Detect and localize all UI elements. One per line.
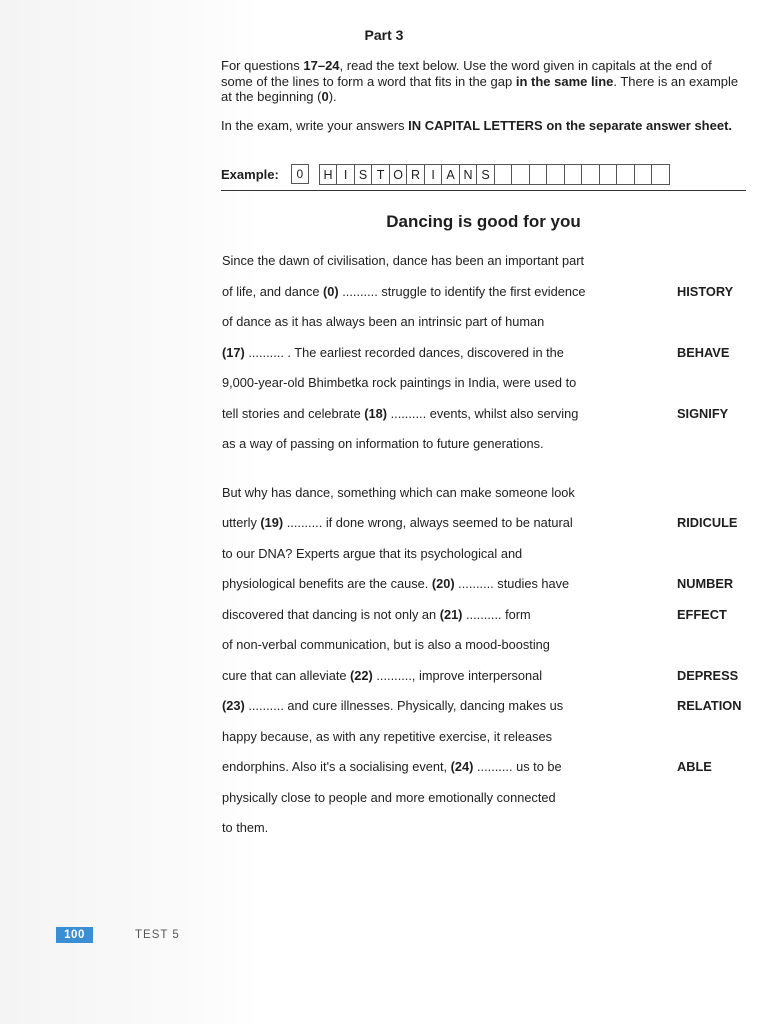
page-number-badge: 100 [56,927,93,943]
example-letter-box [599,164,618,185]
instructions [221,58,746,146]
text-line [222,668,542,683]
text-line [222,637,550,652]
example-letter-box: S [354,164,373,185]
bold-text: (22) [350,667,373,683]
bold-text: (24) [450,759,474,774]
text-line [222,375,576,390]
text-segment: Since the dawn of civilisation, dance has been an important part [222,253,585,268]
keyword: HISTORY [677,283,734,299]
example-letter-box [616,164,635,185]
bold-text: (21) [439,606,463,622]
text-segment: to our DNA? Experts argue that its psychological and [222,545,523,561]
text-segment: .......... and cure illnesses. Physically, dancing makes us [244,698,564,713]
text-line [222,436,544,451]
text-segment: happy because, as with any repetitive exercise, it releases [222,728,553,744]
example-letter-box: N [459,164,478,185]
text-segment: .......... form [462,606,531,622]
example-letter-box [546,164,565,185]
example-letter-box [529,164,548,185]
text-segment: utterly [222,515,261,530]
text-segment: .......... studies have [454,576,570,591]
text-line [222,698,563,713]
example-label: Example: [221,166,279,182]
text-line [222,576,569,591]
bold-text: (19) [260,515,284,530]
text-segment: . There is an example at the beginning ( [221,73,739,104]
keyword: ABLE [677,759,712,774]
text-line [222,253,584,268]
instructions-paragraph-2 [221,118,746,134]
footer-test-label: TEST 5 [135,929,180,941]
keyword: BEHAVE [677,344,730,360]
example-letter-box [651,164,670,185]
bold-text: (18) [364,405,388,421]
bold-text: (0) [323,283,339,299]
text-segment: physiological benefits are the cause. [222,576,432,591]
example-row [221,162,670,186]
text-line [222,820,268,835]
example-letter-box [511,164,530,185]
text-line [222,759,562,774]
bold-text: (23) [222,698,245,713]
example-letter-box: I [424,164,443,185]
text-line [222,790,556,805]
example-letter-box [564,164,583,185]
example-letter-box [494,164,513,185]
example-letter-box: O [389,164,408,185]
keyword: DEPRESS [677,667,739,683]
example-letter-box: H [319,164,338,185]
text-segment: .......... if done wrong, always seemed to be natural [283,515,573,530]
text-segment: 9,000-year-old Bhimbetka rock paintings in India, were used to [222,375,577,390]
keyword: SIGNIFY [677,405,729,421]
text-segment: as a way of passing on information to future generations. [222,436,544,451]
text-line [222,607,531,622]
bold-text: in the same line [515,73,614,89]
bold-text: 17–24 [303,58,340,73]
text-segment: physically close to people and more emotionally connected [222,789,556,805]
bold-text: IN CAPITAL LETTERS on the separate answer sheet. [408,117,733,133]
text-line [222,284,586,299]
text-segment: .......... struggle to identify the first evidence [338,283,586,299]
example-letter-box: R [406,164,425,185]
keyword: RELATION [677,698,742,713]
instructions-paragraph-1 [221,58,746,105]
text-segment: discovered that dancing is not only an [222,606,440,622]
text-line [222,515,573,530]
example-letter-box: A [441,164,460,185]
text-segment: , read the text below. Use the word given in capitals at the end of some of the lines to form a word that fits in the gap [221,58,712,89]
text-line [222,485,575,500]
example-letter-box: T [371,164,390,185]
keyword: RIDICULE [677,515,738,530]
text-segment: to them. [222,820,269,835]
text-segment: of non-verbal communication, but is also a mood-boosting [222,637,550,652]
bold-text: (20) [431,576,455,591]
keyword: EFFECT [677,606,727,622]
text-line [222,406,578,421]
text-line [222,314,544,329]
text-segment: ). [328,89,337,104]
example-letter-box [581,164,600,185]
text-segment: of dance as it has always been an intrinsic part of human [222,314,545,329]
text-segment: For questions [221,58,304,73]
text-segment: cure that can alleviate [222,667,351,683]
text-line [222,345,564,360]
example-letter-box: S [476,164,495,185]
text-segment: tell stories and celebrate [222,405,365,421]
text-segment: .......... us to be [473,759,562,774]
text-segment: .......... . The earliest recorded dances, discovered in the [244,344,564,360]
text-segment: .......... events, whilst also serving [387,405,579,421]
text-title: Dancing is good for you [386,212,581,231]
bold-text: 0 [321,89,329,104]
example-number-box: 0 [291,164,309,184]
bold-text: (17) [222,344,245,360]
text-segment: endorphins. Also it's a socialising event, [222,759,451,774]
text-line [222,546,522,561]
text-line [222,729,552,744]
text-segment: of life, and dance [222,283,324,299]
divider [221,190,746,191]
example-letter-box: I [336,164,355,185]
keyword: NUMBER [677,576,734,591]
text-segment: .........., improve interpersonal [372,667,543,683]
part-title: Part 3 [364,27,404,43]
example-answer-boxes [319,164,670,185]
example-letter-box [634,164,653,185]
text-segment: But why has dance, something which can make someone look [222,484,575,500]
text-segment: In the exam, write your answers [221,117,409,133]
